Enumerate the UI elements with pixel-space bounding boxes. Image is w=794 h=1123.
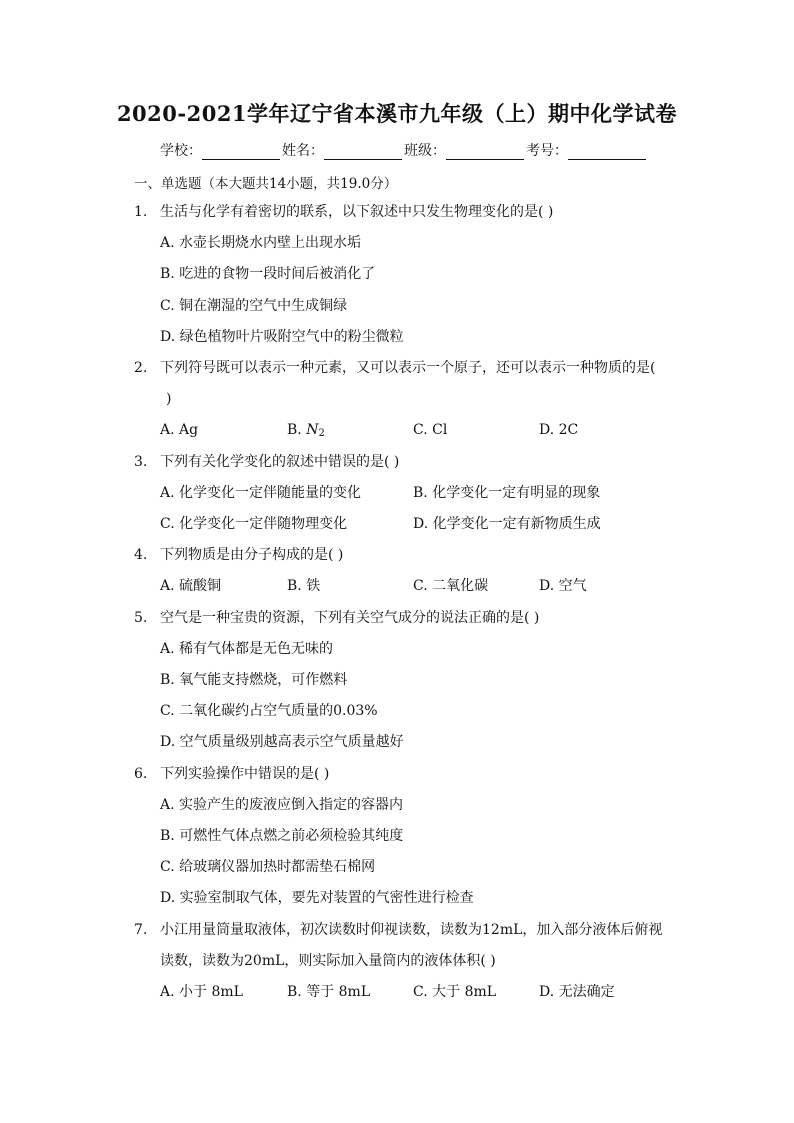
q4-option-b: B. 铁: [287, 578, 321, 594]
q5-option-c: C. 二氧化碳约占空气质量的0.03%: [160, 703, 378, 719]
number-blank: [568, 143, 646, 160]
q6-option-b: B. 可燃性气体点燃之前必须检验其纯度: [160, 828, 404, 844]
q4-option-c: C. 二氧化碳: [413, 578, 489, 594]
q5-option-d: D. 空气质量级别越高表示空气质量越好: [160, 734, 404, 750]
q5-option-a: A. 稀有气体都是无色无味的: [160, 641, 334, 657]
formula-subscript: 2: [318, 428, 325, 439]
q1-option-b: B. 吃进的食物一段时间后被消化了: [160, 266, 376, 282]
school-label: 学校：: [160, 143, 202, 159]
option-prefix: B.: [287, 422, 307, 438]
q1-option-c: C. 铜在潮湿的空气中生成铜绿: [160, 298, 348, 314]
q6-option-c: C. 给玻璃仪器加热时都需垫石棉网: [160, 859, 376, 875]
q2-option-d: D. 2C: [539, 422, 579, 438]
question-number: 2.: [134, 360, 148, 376]
number-label: 考号：: [526, 143, 568, 159]
q4-option-a: A. 硫酸铜: [160, 578, 222, 594]
name-label: 姓名：: [282, 143, 324, 159]
name-field: [282, 140, 404, 160]
q1-option-d: D. 绿色植物叶片吸附空气中的粉尘微粒: [160, 329, 404, 345]
question-text: 下列实验操作中错误的是( ): [160, 766, 330, 782]
formula-main: N: [306, 422, 319, 438]
question-number: 1.: [134, 204, 148, 220]
question-text: 生活与化学有着密切的联系，以下叙述中只发生物理变化的是( ): [160, 204, 554, 220]
question-text: 空气是一种宝贵的资源，下列有关空气成分的说法正确的是( ): [160, 610, 540, 626]
number-field: [526, 140, 648, 160]
q7-option-a: A. 小于 8mL: [160, 984, 243, 1000]
question-number: 6.: [134, 766, 148, 782]
question-text: 小江用量筒量取液体，初次读数时仰视读数，读数为12mL，加入部分液体后俯视: [160, 922, 663, 938]
q3-option-d: D. 化学变化一定有新物质生成: [413, 516, 601, 532]
question-text: 下列符号既可以表示一种元素，又可以表示一个原子，还可以表示一种物质的是(: [160, 360, 656, 376]
question-number: 7.: [134, 922, 148, 938]
school-field: [160, 140, 282, 160]
student-info-row: [160, 140, 648, 160]
q3-option-c: C. 化学变化一定伴随物理变化: [160, 516, 348, 532]
q7-option-b: B. 等于 8mL: [287, 984, 371, 1000]
question-number: 3.: [134, 454, 148, 470]
section-title: 一、单选题（本大题共14小题，共19.0分）: [134, 176, 398, 192]
class-field: [404, 140, 526, 160]
q1-option-a: A. 水壶长期烧水内壁上出现水垢: [160, 235, 362, 251]
q7-text-continued: 读数，读数为20mL，则实际加入量筒内的液体体积( ): [160, 953, 496, 969]
class-label: 班级：: [404, 143, 446, 159]
q6-option-a: A. 实验产生的废液应倒入指定的容器内: [160, 797, 404, 813]
q7-option-d: D. 无法确定: [539, 984, 615, 1000]
exam-title: 2020-2021学年辽宁省本溪市九年级（上）期中化学试卷: [116, 101, 678, 126]
question-number: 5.: [134, 610, 148, 626]
q7-option-c: C. 大于 8mL: [413, 984, 497, 1000]
q2-text-continued: ): [166, 391, 172, 407]
question-text: 下列物质是由分子构成的是( ): [160, 547, 344, 563]
q2-option-a: A. Ag: [160, 422, 199, 438]
question-number: 4.: [134, 547, 148, 563]
name-blank: [324, 143, 402, 160]
q2-option-c: C. Cl: [413, 422, 448, 438]
q6-option-d: D. 实验室制取气体，要先对装置的气密性进行检查: [160, 890, 474, 906]
class-blank: [446, 143, 524, 160]
school-blank: [202, 143, 280, 160]
question-text: 下列有关化学变化的叙述中错误的是( ): [160, 454, 400, 470]
q2-option-b: [287, 420, 325, 444]
q3-option-a: A. 化学变化一定伴随能量的变化: [160, 485, 362, 501]
q4-option-d: D. 空气: [539, 578, 587, 594]
q3-option-b: B. 化学变化一定有明显的现象: [413, 485, 601, 501]
q5-option-b: B. 氧气能支持燃烧，可作燃料: [160, 672, 348, 688]
